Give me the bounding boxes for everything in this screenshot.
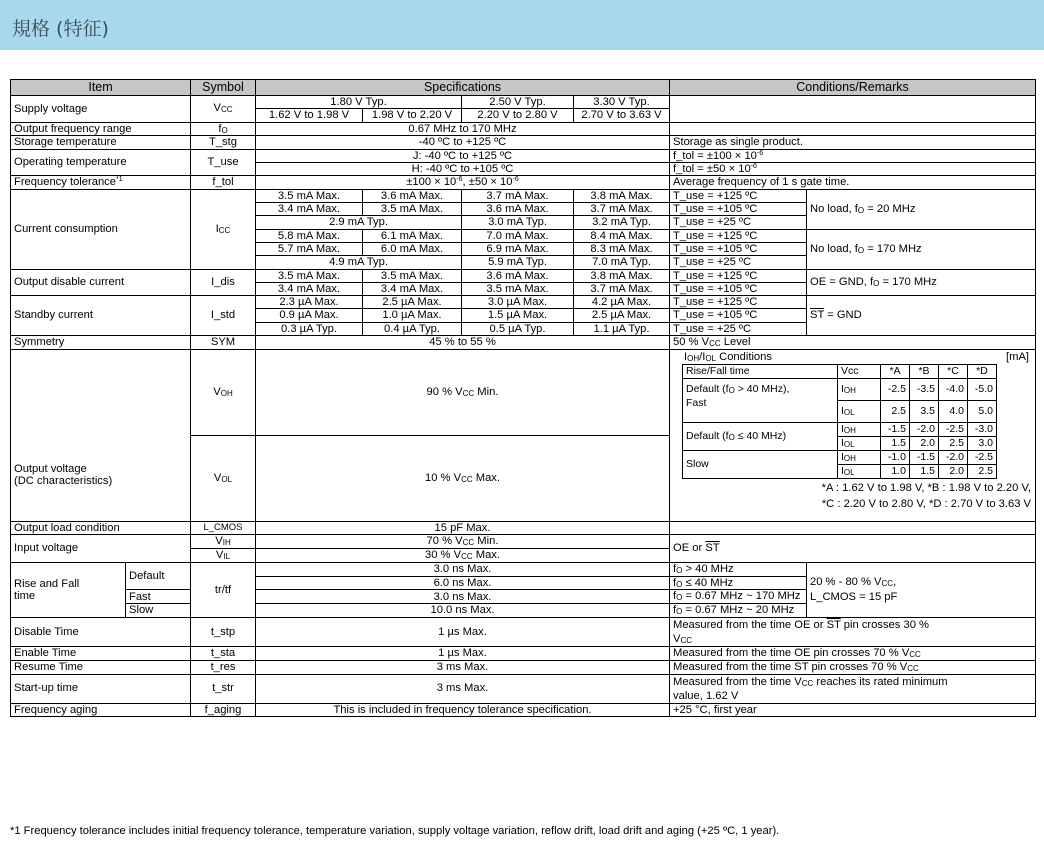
iol-table: Rise/Fall time Vcc *A *B *C *D Default ($f_O > 40$ MHz), Fast $I_{OH}$ -2.5 -3.5 -4.0 -5.0 $I_{OL}$ 2.5 3.5 4.0 5.0 Default ($f_O \le 40$ MHz) $I_{OH}$ -1.5 -2.0 -2.5 -3.0 $I_{OL}$ 1.5 2.0 2.5 3.0 Slow $I_{OH}$ -1.0 -1.5 -2.0 -2.5 $I_{OL}$ 1.0 1.5 2.0 2.5 (682, 364, 997, 479)
spec-cell: 3 ms Max. (256, 674, 670, 703)
cond-cell: OE = GND, $f_O = 170$ MHz (807, 269, 1036, 296)
cond-cell: Measured from the time $V_{CC}$ reaches its rated minimum value, 1.62 V (670, 674, 1036, 703)
spec-cell: 5.9 mA Typ. (462, 256, 574, 269)
spec-cell: 3.0 µA Max. (462, 296, 574, 309)
row-label: Disable Time (11, 618, 191, 647)
spec-cell: 5.8 mA Max. (256, 229, 363, 242)
spec-cell: 1.62 V to 1.98 V (256, 109, 363, 122)
cond-cell: T_use = +25 ºC (670, 322, 807, 335)
spec-cell: 7.0 mA Max. (462, 229, 574, 242)
symbol: $V_{CC}$ (191, 96, 256, 123)
table-row (11, 521, 1036, 534)
row-label: Output frequency range (11, 122, 191, 136)
spec-cell: 1.98 V to 2.20 V (363, 109, 462, 122)
symbol: I_dis (191, 269, 256, 296)
symbol: t_sta (191, 647, 256, 661)
spec-cell: 0.5 µA Typ. (462, 322, 574, 335)
spec-cell: 2.3 µA Max. (256, 296, 363, 309)
cond-cell: T_use = +125 ºC (670, 189, 807, 202)
spec-cell: 0.4 µA Typ. (363, 322, 462, 335)
spec-cell: 3.6 mA Max. (462, 269, 574, 282)
row-label: Output load condition (11, 521, 191, 534)
cond-cell: $f_O > 40$ MHz (670, 562, 807, 576)
symbol: $V_{OH}$ (191, 349, 256, 435)
spec-cell: 3.0 ns Max. (256, 590, 670, 604)
cond-cell: $\overline{ST}$ = GND (807, 296, 1036, 336)
cond-cell: 50 % $V_{CC}$ Level (670, 336, 1036, 350)
symbol: $I_{CC}$ (191, 189, 256, 269)
cond-cell: T_use = +125 ºC (670, 229, 807, 242)
col-symbol: Symbol (191, 80, 256, 96)
cond-cell: $f_O = 0.67$ MHz ~ 20 MHz (670, 604, 807, 618)
header-row (11, 80, 1036, 96)
table-row (11, 674, 1036, 703)
spec-cell: 6.0 ns Max. (256, 576, 670, 590)
cond-cell: No load, $f_O = 170$ MHz (807, 229, 1036, 269)
table-row (11, 296, 1036, 309)
cond-cell (670, 96, 1036, 123)
spec-cell: 3.8 mA Max. (574, 269, 670, 282)
cond-cell: Measured from the time $\overline{ST}$ pin crosses 70 % $V_{CC}$ (670, 660, 1036, 674)
cond-cell: Average frequency of 1 s gate time. (670, 176, 1036, 189)
spec-cell: 3.7 mA Max. (462, 189, 574, 202)
spec-cell: 2.5 µA Max. (574, 309, 670, 322)
col-spec: Specifications (256, 80, 670, 96)
spec-cell: J: -40 ºC to +125 ºC (256, 149, 670, 162)
spec-cell: 4.2 µA Max. (574, 296, 670, 309)
spec-cell: 6.1 mA Max. (363, 229, 462, 242)
spec-cell: This is included in frequency tolerance specification. (256, 703, 670, 716)
spec-cell: 90 % $V_{CC}$ Min. (256, 349, 670, 435)
table-row (11, 96, 1036, 109)
spec-cell: H: -40 ºC to +105 ºC (256, 163, 670, 176)
spec-cell: 3.5 mA Max. (256, 189, 363, 202)
symbol: $f_O$ (191, 122, 256, 136)
row-label: Start-up time (11, 674, 191, 703)
cond-cell: 20 % - 80 % $V_{CC}$, L_CMOS = 15 pF (807, 562, 1036, 617)
row-label: Rise and Fall time (11, 562, 126, 617)
spec-cell: 10.0 ns Max. (256, 604, 670, 618)
symbol: T_use (191, 149, 256, 176)
cond-cell: No load, $f_O = 20$ MHz (807, 189, 1036, 229)
cond-cell: T_use = +105 ºC (670, 242, 807, 255)
row-label: Frequency aging (11, 703, 191, 716)
row-label: Symmetry (11, 336, 191, 350)
spec-cell: 3.5 mA Max. (363, 202, 462, 215)
cond-cell: $f_O \le 40$ MHz (670, 576, 807, 590)
row-label: Standby current (11, 296, 191, 336)
spec-cell: 3.6 mA Max. (462, 202, 574, 215)
cond-cell: Measured from the time OE pin crosses 70 % $V_{CC}$ (670, 647, 1036, 661)
spec-cell: 5.7 mA Max. (256, 242, 363, 255)
symbol: SYM (191, 336, 256, 350)
spec-cell: 1.0 µA Max. (363, 309, 462, 322)
cond-cell: T_use = +105 ºC (670, 202, 807, 215)
spec-cell: 1.5 µA Max. (462, 309, 574, 322)
symbol: L_CMOS (191, 521, 256, 534)
row-label: Input voltage (11, 535, 191, 563)
symbol: $V_{IL}$ (191, 549, 256, 563)
spec-cell: 2.9 mA Typ. (256, 216, 462, 229)
row-label: Output disable current (11, 269, 191, 296)
spec-cell: 3.5 mA Max. (256, 269, 363, 282)
page-title: 規格 (特征) (12, 18, 109, 40)
spec-cell: 8.3 mA Max. (574, 242, 670, 255)
cond-cell: T_use = +105 ºC (670, 309, 807, 322)
iol-conditions: $I_{OH}/I_{OL}$ Conditions [mA] Rise/Fall time Vcc *A *B *C *D Default ($f_O > 40$ MHz), Fast $I_{OH}$ -2.5 -3.5 -4.0 -5.0 $I_{OL}$ 2.5 3.5 4.0 5.0 Default ($f_O \le 40$ MHz) $I_{OH}$ -1.5 -2.0 -2.5 -3.0 $I_{OL}$ 1.5 2.0 2.5 3.0 Slow $I_{OH}$ -1.0 -1.5 -2.0 -2.5 $I_{OL}$ 1.0 1.5 2.0 2.5 *A : 1.62 V to 1.98 V, *B : 1.98 V to 2.20 V, *C : 2.20 V to 2.80 V, *D : 2.70 V to 3.63 V (670, 349, 1036, 521)
spec-cell: 3.5 mA Max. (462, 282, 574, 295)
spec-cell: 3.0 mA Typ. (462, 216, 574, 229)
col-cond: Conditions/Remarks (670, 80, 1036, 96)
spec-cell: -40 ºC to +125 ºC (256, 136, 670, 149)
symbol: f_aging (191, 703, 256, 716)
row-sublabel: Slow (126, 604, 191, 618)
spec-cell: 3.7 mA Max. (574, 282, 670, 295)
spec-cell: 2.5 µA Max. (363, 296, 462, 309)
spec-cell: 2.20 V to 2.80 V (462, 109, 574, 122)
cond-cell: T_use = +105 ºC (670, 282, 807, 295)
spec-cell: 3.6 mA Max. (363, 189, 462, 202)
footnote: *1 Frequency tolerance includes initial frequency tolerance, temperature variation, supply voltage variation, reflow drift, load drift and aging (+25 ºC, 1 year). (10, 825, 780, 837)
symbol: t_res (191, 660, 256, 674)
row-label: Resume Time (11, 660, 191, 674)
spec-cell: 3.30 V Typ. (574, 96, 670, 109)
cond-cell: f_tol = $\pm 100 \times 10^{-6}$ (670, 149, 1036, 162)
table-row (11, 336, 1036, 350)
table-row (11, 189, 1036, 202)
symbol: f_tol (191, 176, 256, 189)
row-label: Output voltage (DC characteristics) (11, 349, 191, 521)
table-row (11, 176, 1036, 189)
row-sublabel: Default (126, 562, 191, 590)
spec-cell: 2.70 V to 3.63 V (574, 109, 670, 122)
spec-cell: 6.9 mA Max. (462, 242, 574, 255)
cond-cell (670, 122, 1036, 136)
spec-table (10, 79, 1036, 717)
spec-cell: 10 % $V_{CC}$ Max. (256, 435, 670, 521)
symbol: $V_{OL}$ (191, 435, 256, 521)
spec-cell: 45 % to 55 % (256, 336, 670, 350)
spec-cell: 3.4 mA Max. (256, 282, 363, 295)
spec-cell: 7.0 mA Typ. (574, 256, 670, 269)
symbol: $V_{IH}$ (191, 535, 256, 549)
spec-cell: 2.50 V Typ. (462, 96, 574, 109)
cond-cell: OE or $\overline{ST}$ (670, 535, 1036, 563)
spec-cell: 3.0 ns Max. (256, 562, 670, 576)
cond-cell: +25 °C, first year (670, 703, 1036, 716)
symbol: T_stg (191, 136, 256, 149)
table-row (11, 136, 1036, 149)
spec-cell: 8.4 mA Max. (574, 229, 670, 242)
spec-cell: 3.5 mA Max. (363, 269, 462, 282)
cond-cell: Measured from the time OE or $\overline{ST}$ pin crosses 30 % $V_{CC}$ (670, 618, 1036, 647)
symbol: tr/tf (191, 562, 256, 617)
table-row (11, 618, 1036, 647)
spec-cell: 30 % $V_{CC}$ Max. (256, 549, 670, 563)
row-label: Current consumption (11, 189, 191, 269)
row-label: Enable Time (11, 647, 191, 661)
table-row (11, 122, 1036, 136)
cond-cell: T_use = +125 ºC (670, 269, 807, 282)
table-row (11, 703, 1036, 716)
symbol: I_std (191, 296, 256, 336)
symbol: t_stp (191, 618, 256, 647)
row-label: Frequency tolerance$^{*1}$ (11, 176, 191, 189)
spec-cell: 3.7 mA Max. (574, 202, 670, 215)
table-row (11, 562, 1036, 576)
row-label: Storage temperature (11, 136, 191, 149)
cond-cell: T_use = +125 ºC (670, 296, 807, 309)
spec-cell: $\pm 100 \times 10^{-6}$, $\pm 50 \times 10^{-6}$ (256, 176, 670, 189)
cond-cell (670, 521, 1036, 534)
row-label: Operating temperature (11, 149, 191, 176)
table-row (11, 535, 1036, 549)
spec-cell: 0.3 µA Typ. (256, 322, 363, 335)
row-sublabel: Fast (126, 590, 191, 604)
spec-cell: 70 % $V_{CC}$ Min. (256, 535, 670, 549)
symbol: t_str (191, 674, 256, 703)
table-row (11, 660, 1036, 674)
spec-cell: 3.4 mA Max. (256, 202, 363, 215)
cond-cell: Storage as single product. (670, 136, 1036, 149)
spec-cell: 1 µs Max. (256, 647, 670, 661)
spec-cell: 3.2 mA Typ. (574, 216, 670, 229)
spec-cell: 6.0 mA Max. (363, 242, 462, 255)
spec-cell: 0.9 µA Max. (256, 309, 363, 322)
table-row (11, 647, 1036, 661)
spec-cell: 3.4 mA Max. (363, 282, 462, 295)
spec-cell: 1.80 V Typ. (256, 96, 462, 109)
col-item: Item (11, 80, 191, 96)
row-label: Supply voltage (11, 96, 191, 123)
table-row (11, 149, 1036, 162)
spec-cell: 1 µs Max. (256, 618, 670, 647)
cond-cell: $f_O = 0.67$ MHz ~ 170 MHz (670, 590, 807, 604)
spec-cell: 1.1 µA Typ. (574, 322, 670, 335)
spec-cell: 15 pF Max. (256, 521, 670, 534)
spec-cell: 3.8 mA Max. (574, 189, 670, 202)
table-row (11, 349, 1036, 435)
spec-cell: 4.9 mA Typ. (256, 256, 462, 269)
spec-cell: 3 ms Max. (256, 660, 670, 674)
spec-cell: 0.67 MHz to 170 MHz (256, 122, 670, 136)
cond-cell: f_tol = $\pm 50 \times 10^{-6}$ (670, 163, 1036, 176)
cond-cell: T_use = +25 ºC (670, 256, 807, 269)
table-row (11, 269, 1036, 282)
header-band (0, 0, 1044, 50)
cond-cell: T_use = +25 ºC (670, 216, 807, 229)
